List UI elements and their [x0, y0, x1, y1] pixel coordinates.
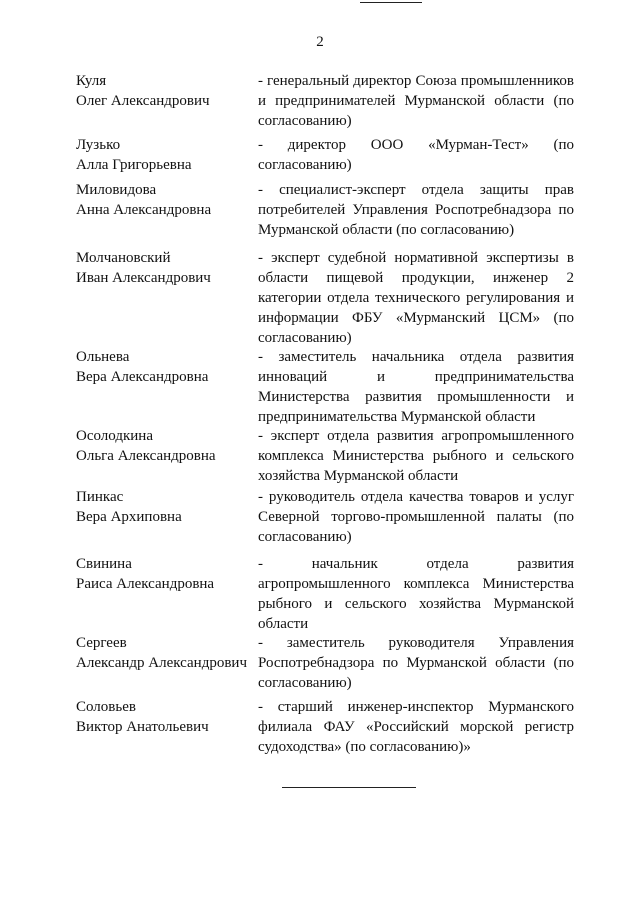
- member-given-names: Виктор Анатольевич: [76, 719, 209, 735]
- member-name: [76, 697, 256, 737]
- member-surname: Миловидова: [76, 182, 157, 198]
- member-name: [76, 71, 256, 111]
- member-surname: Пинкас: [76, 489, 124, 505]
- member-given-names: Олег Александрович: [76, 93, 210, 109]
- member-role: - заместитель руководителя Управления Роспотребнадзора по Мурманской области (по согласованию): [258, 635, 574, 691]
- bottom-divider: [282, 787, 416, 788]
- member-name: [76, 633, 256, 673]
- member-role: - начальник отдела развития агропромышленного комплекса Министерства рыбного и сельского хозяйства Мурманской области: [258, 556, 574, 632]
- page-number: 2: [316, 34, 324, 50]
- member-role: - генеральный директор Союза промышленников и предпринимателей Мурманской области (по согласованию): [258, 73, 574, 129]
- member-given-names: Анна Александровна: [76, 202, 212, 218]
- member-name: [76, 554, 256, 594]
- member-surname: Лузько: [76, 137, 121, 153]
- member-role: - заместитель начальника отдела развития инноваций и предпринимательства Министерства развития промышленности и предпринимательства Мурманской области: [258, 349, 574, 425]
- member-given-names: Вера Архиповна: [76, 509, 182, 525]
- member-given-names: Раиса Александровна: [76, 576, 215, 592]
- member-surname: Молчановский: [76, 250, 171, 266]
- top-divider: [360, 2, 422, 3]
- member-surname: Осолодкина: [76, 428, 153, 444]
- member-given-names: Вера Александровна: [76, 369, 209, 385]
- member-given-names: Алла Григорьевна: [76, 157, 192, 173]
- member-given-names: Иван Александрович: [76, 270, 211, 286]
- member-name: [76, 135, 256, 175]
- member-name: [76, 180, 256, 220]
- member-name: [76, 426, 256, 466]
- member-role: - руководитель отдела качества товаров и услуг Северной торгово-промышленной палаты (по согласованию): [258, 489, 574, 545]
- member-role: - эксперт отдела развития агропромышленного комплекса Министерства рыбного и сельского хозяйства Мурманской области: [258, 428, 574, 484]
- member-surname: Ольнева: [76, 349, 130, 365]
- member-surname: Сергеев: [76, 635, 127, 651]
- member-surname: Куля: [76, 73, 107, 89]
- member-name: [76, 347, 256, 387]
- member-name: [76, 487, 256, 527]
- member-role: - директор ООО «Мурман-Тест» (по согласованию): [258, 137, 574, 173]
- member-role: - специалист-эксперт отдела защиты прав потребителей Управления Роспотребнадзора по Мурманской области (по согласованию): [258, 182, 574, 238]
- member-given-names: Александр Александрович: [76, 655, 247, 671]
- member-role: - старший инженер-инспектор Мурманского филиала ФАУ «Российский морской регистр судоходства» (по согласованию)»: [258, 699, 574, 755]
- member-given-names: Ольга Александровна: [76, 448, 216, 464]
- member-role: - эксперт судебной нормативной экспертизы в области пищевой продукции, инженер 2 категории отдела технического регулирования и информации ФБУ «Мурманский ЦСМ» (по согласованию): [258, 250, 574, 346]
- member-name: [76, 248, 256, 288]
- member-surname: Соловьев: [76, 699, 136, 715]
- member-surname: Свинина: [76, 556, 132, 572]
